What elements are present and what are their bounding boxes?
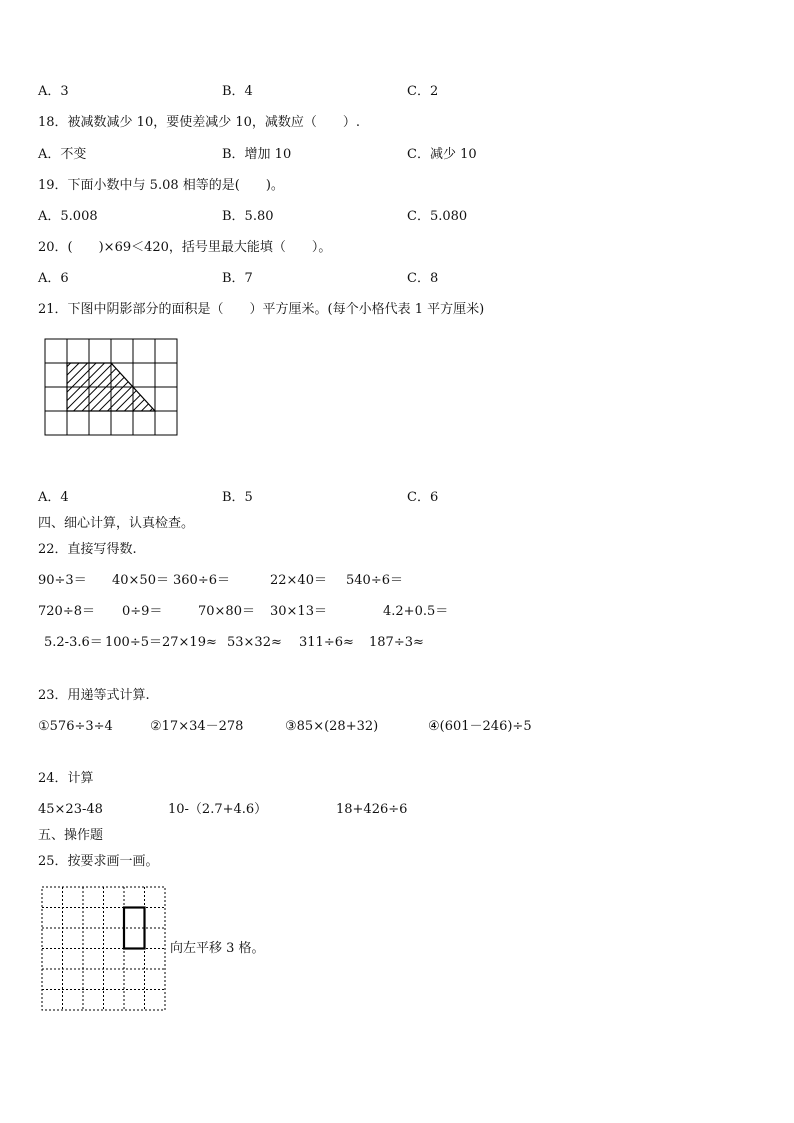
q17-option-a: A．3 — [38, 84, 69, 99]
q22-r1-5: 540÷6＝ — [346, 573, 403, 588]
q22-r3-5: 311÷6≈ — [299, 635, 354, 650]
q21-option-b: B．5 — [222, 490, 253, 505]
q19-option-b: B．5.80 — [222, 209, 274, 224]
q21-option-c: C．6 — [407, 490, 439, 505]
q24-stem: 24．计算 — [38, 771, 94, 786]
q22-r2-1: 720÷8＝ — [38, 604, 95, 619]
q22-r2-4: 30×13＝ — [270, 604, 327, 619]
q25-dotted-grid-figure — [41, 886, 167, 1012]
q22-r3-4: 53×32≈ — [227, 635, 282, 650]
section-5-heading: 五、操作题 — [38, 828, 104, 843]
q23-item-3: ③85×(28+32) — [285, 719, 379, 734]
q22-r1-3: 360÷6＝ — [173, 573, 230, 588]
q18-stem: 18．被减数减少 10，要使差减少 10，减数应（ ）. — [38, 115, 361, 130]
q22-r3-2: 100÷5＝ — [105, 635, 162, 650]
q22-r3-3: 27×19≈ — [162, 635, 217, 650]
q21-option-a: A．4 — [38, 490, 69, 505]
q22-stem: 22．直接写得数. — [38, 542, 137, 557]
q22-r2-3: 70×80＝ — [198, 604, 255, 619]
q18-option-b: B．增加 10 — [222, 147, 292, 162]
q17-option-b: B．4 — [222, 84, 253, 99]
q22-r2-5: 4.2+0.5＝ — [383, 604, 449, 619]
q23-item-2: ②17×34－278 — [150, 719, 244, 734]
q24-item-2: 10-（2.7+4.6） — [168, 802, 268, 817]
section-4-heading: 四、细心计算，认真检查。 — [38, 516, 195, 531]
q22-r1-1: 90÷3＝ — [38, 573, 87, 588]
q18-option-a: A．不变 — [38, 147, 87, 162]
q20-option-a: A．6 — [38, 271, 69, 286]
q22-r2-2: 0÷9＝ — [122, 604, 163, 619]
q20-option-c: C．8 — [407, 271, 439, 286]
q23-item-1: ①576÷3÷4 — [38, 719, 113, 734]
q24-item-1: 45×23-48 — [38, 802, 103, 817]
q20-stem: 20．( )×69＜420，括号里最大能填（ ）。 — [38, 240, 332, 255]
q22-r1-4: 22×40＝ — [270, 573, 327, 588]
q17-option-c: C．2 — [407, 84, 439, 99]
q18-option-c: C．减少 10 — [407, 147, 477, 162]
q23-item-4: ④(601－246)÷5 — [428, 719, 532, 734]
q25-stem: 25．按要求画一画。 — [38, 854, 159, 869]
q25-instruction: 向左平移 3 格。 — [170, 941, 265, 956]
q24-item-3: 18+426÷6 — [336, 802, 408, 817]
q22-r3-6: 187÷3≈ — [369, 635, 424, 650]
q21-shaded-grid-figure — [44, 338, 180, 438]
q19-option-a: A．5.008 — [38, 209, 98, 224]
q22-r1-2: 40×50＝ — [112, 573, 169, 588]
q22-r3-1: 5.2-3.6＝ — [44, 635, 103, 650]
q21-stem: 21．下图中阴影部分的面积是（ ）平方厘米。(每个小格代表 1 平方厘米) — [38, 302, 485, 317]
q20-option-b: B．7 — [222, 271, 253, 286]
q19-stem: 19．下面小数中与 5.08 相等的是( )。 — [38, 178, 284, 193]
q19-option-c: C．5.080 — [407, 209, 468, 224]
q23-stem: 23．用递等式计算. — [38, 688, 150, 703]
